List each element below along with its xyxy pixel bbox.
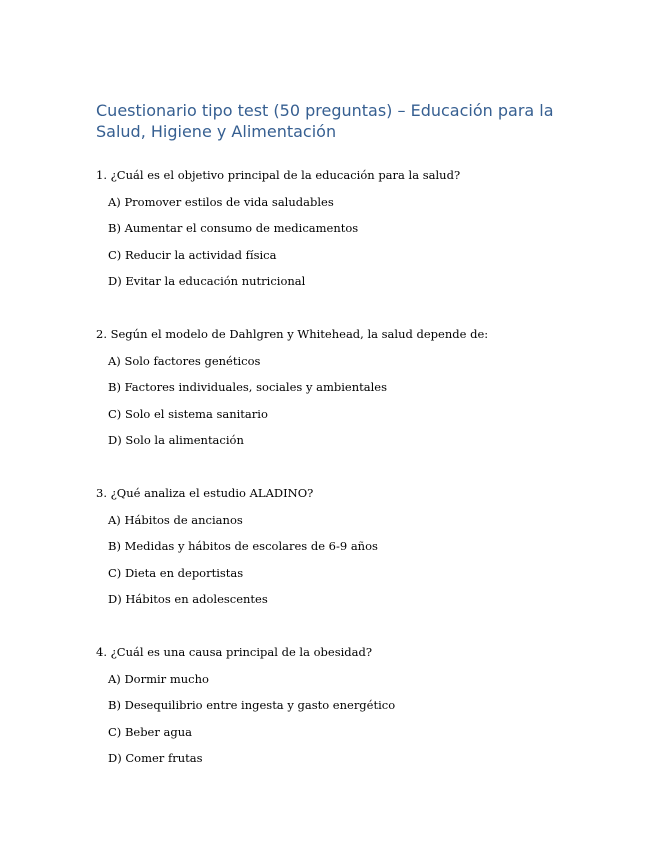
answer-option-b: B) Aumentar el consumo de medicamentos <box>108 221 359 236</box>
question-3 <box>96 486 616 606</box>
question-4 <box>96 645 616 765</box>
answer-option-c: C) Dieta en deportistas <box>108 565 244 580</box>
answer-option-d: D) Hábitos en adolescentes <box>108 592 268 607</box>
question-2 <box>96 327 616 447</box>
question-1 <box>96 168 616 288</box>
answer-option-c: C) Reducir la actividad física <box>108 247 277 262</box>
document-title: Cuestionario tipo test (50 preguntas) – Educación para la Salud, Higiene y Alimentación <box>96 101 554 141</box>
answer-option-b: B) Desequilibrio entre ingesta y gasto energético <box>108 698 396 713</box>
answer-option-a: A) Dormir mucho <box>108 671 209 686</box>
question-text: 1. ¿Cuál es el objetivo principal de la educación para la salud? <box>96 168 461 182</box>
answer-option-a: A) Promover estilos de vida saludables <box>108 194 334 209</box>
answer-option-a: A) Solo factores genéticos <box>108 353 261 368</box>
question-text: 2. Según el modelo de Dahlgren y Whitehead, la salud depende de: <box>96 327 489 341</box>
answer-option-b: B) Medidas y hábitos de escolares de 6-9 años <box>108 539 378 554</box>
answer-option-b: B) Factores individuales, sociales y ambientales <box>108 380 387 395</box>
answer-option-a: A) Hábitos de ancianos <box>108 512 243 527</box>
question-text: 4. ¿Cuál es una causa principal de la obesidad? <box>96 645 373 659</box>
answer-option-c: C) Beber agua <box>108 724 192 739</box>
answer-option-d: D) Comer frutas <box>108 751 203 766</box>
question-text: 3. ¿Qué analiza el estudio ALADINO? <box>96 486 314 500</box>
answer-option-d: D) Evitar la educación nutricional <box>108 274 306 289</box>
answer-option-d: D) Solo la alimentación <box>108 433 244 448</box>
answer-option-c: C) Solo el sistema sanitario <box>108 406 268 421</box>
